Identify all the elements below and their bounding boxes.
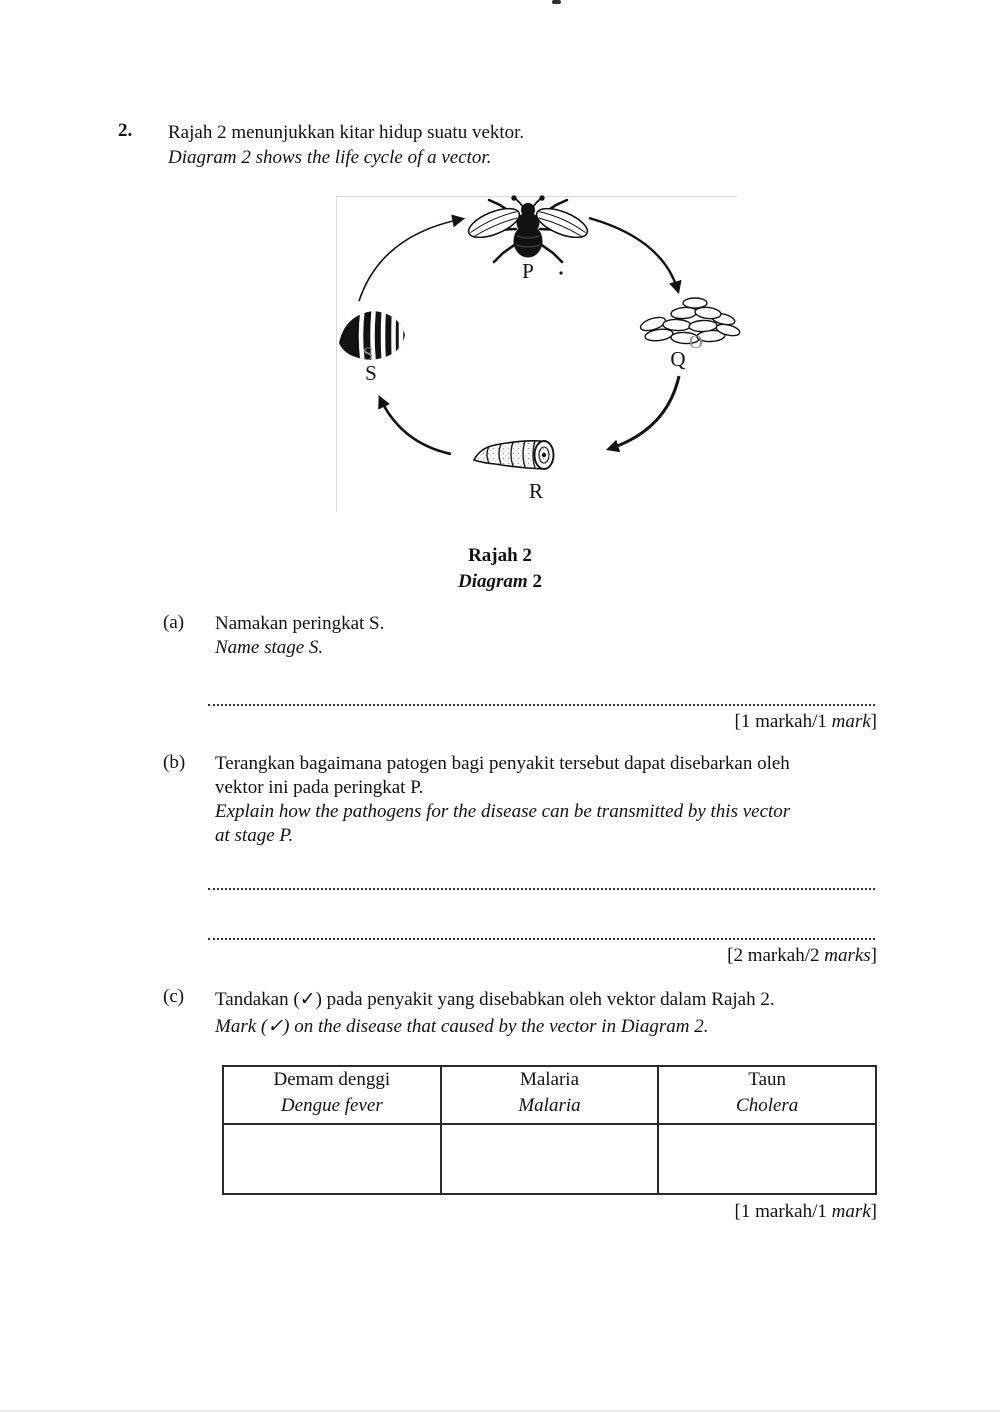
answer-cell-dengue[interactable]: [223, 1124, 441, 1194]
stage-label-p: P: [522, 259, 534, 283]
disease-choice-table: [222, 1065, 877, 1195]
section-c-marks: [1 markah/1 mark]: [734, 1201, 877, 1222]
question-header: [118, 120, 524, 170]
arrow-p-to-q: [589, 218, 678, 291]
arrow-q-to-r: [609, 376, 679, 449]
section-c-label: (c): [163, 986, 185, 1007]
section-b-question-ms-line2: vektor ini pada peringkat P.: [215, 777, 424, 798]
section-b-label: (b): [163, 752, 186, 773]
arrow-s-to-p: [359, 219, 462, 301]
answer-line[interactable]: [208, 936, 875, 940]
stray-dot: [559, 271, 562, 274]
life-cycle-diagram: [336, 196, 737, 512]
stage-ghost-label-o: O: [689, 332, 703, 353]
section-c-question-en: Mark (✓) on the disease that caused by the vector in Diagram 2.: [215, 1016, 709, 1037]
life-cycle-svg: [337, 197, 737, 512]
adult-fly-illustration: [465, 196, 591, 262]
column-malaria: Malaria Malaria: [441, 1066, 659, 1124]
arrow-r-to-s: [380, 398, 451, 454]
column-dengue: Demam denggi Dengue fever: [223, 1066, 441, 1124]
question-intro-en: Diagram 2 shows the life cycle of a vector.: [168, 147, 492, 168]
answer-cell-cholera[interactable]: [658, 1124, 876, 1194]
section-b-question-en-line2: at stage P.: [215, 825, 294, 846]
diagram-caption: [300, 543, 700, 595]
stage-label-q: Q: [670, 347, 686, 371]
section-a: [163, 612, 877, 734]
section-c-question-ms: Tandakan (✓) pada penyakit yang disebabkan oleh vektor dalam Rajah 2.: [215, 989, 775, 1010]
section-c: [163, 986, 877, 1224]
column-cholera: Taun Cholera: [658, 1066, 876, 1124]
scan-edge-bottom: [0, 1410, 1000, 1412]
section-b-question-en-line1: Explain how the pathogens for the disease can be transmitted by this vector: [215, 801, 791, 822]
section-b: [163, 752, 877, 968]
diagram-caption-en: Diagram 2: [458, 571, 542, 592]
diagram-caption-ms: Rajah 2: [468, 545, 532, 566]
question-number: 2.: [118, 120, 133, 141]
table-answer-row: [223, 1124, 876, 1194]
section-b-marks: [2 markah/2 marks]: [727, 945, 877, 966]
answer-line[interactable]: [208, 886, 875, 890]
section-a-marks: [1 markah/1 mark]: [734, 711, 877, 732]
table-header-row: [223, 1066, 876, 1124]
stage-label-r: R: [528, 479, 544, 503]
answer-line[interactable]: [208, 702, 875, 706]
section-b-question-ms-line1: Terangkan bagaimana patogen bagi penyakit tersebut dapat disebarkan oleh: [215, 753, 790, 774]
stage-label-s: S: [365, 361, 377, 385]
section-a-question-en: Name stage S.: [215, 637, 324, 658]
answer-cell-malaria[interactable]: [441, 1124, 659, 1194]
stage-ghost-label-s: S: [362, 344, 374, 365]
question-intro-ms: Rajah 2 menunjukkan kitar hidup suatu vektor.: [168, 122, 525, 143]
larva-illustration: [474, 441, 554, 469]
section-a-label: (a): [163, 612, 185, 633]
scan-speck: [552, 0, 561, 4]
section-a-question-ms: Namakan peringkat S.: [215, 613, 385, 634]
